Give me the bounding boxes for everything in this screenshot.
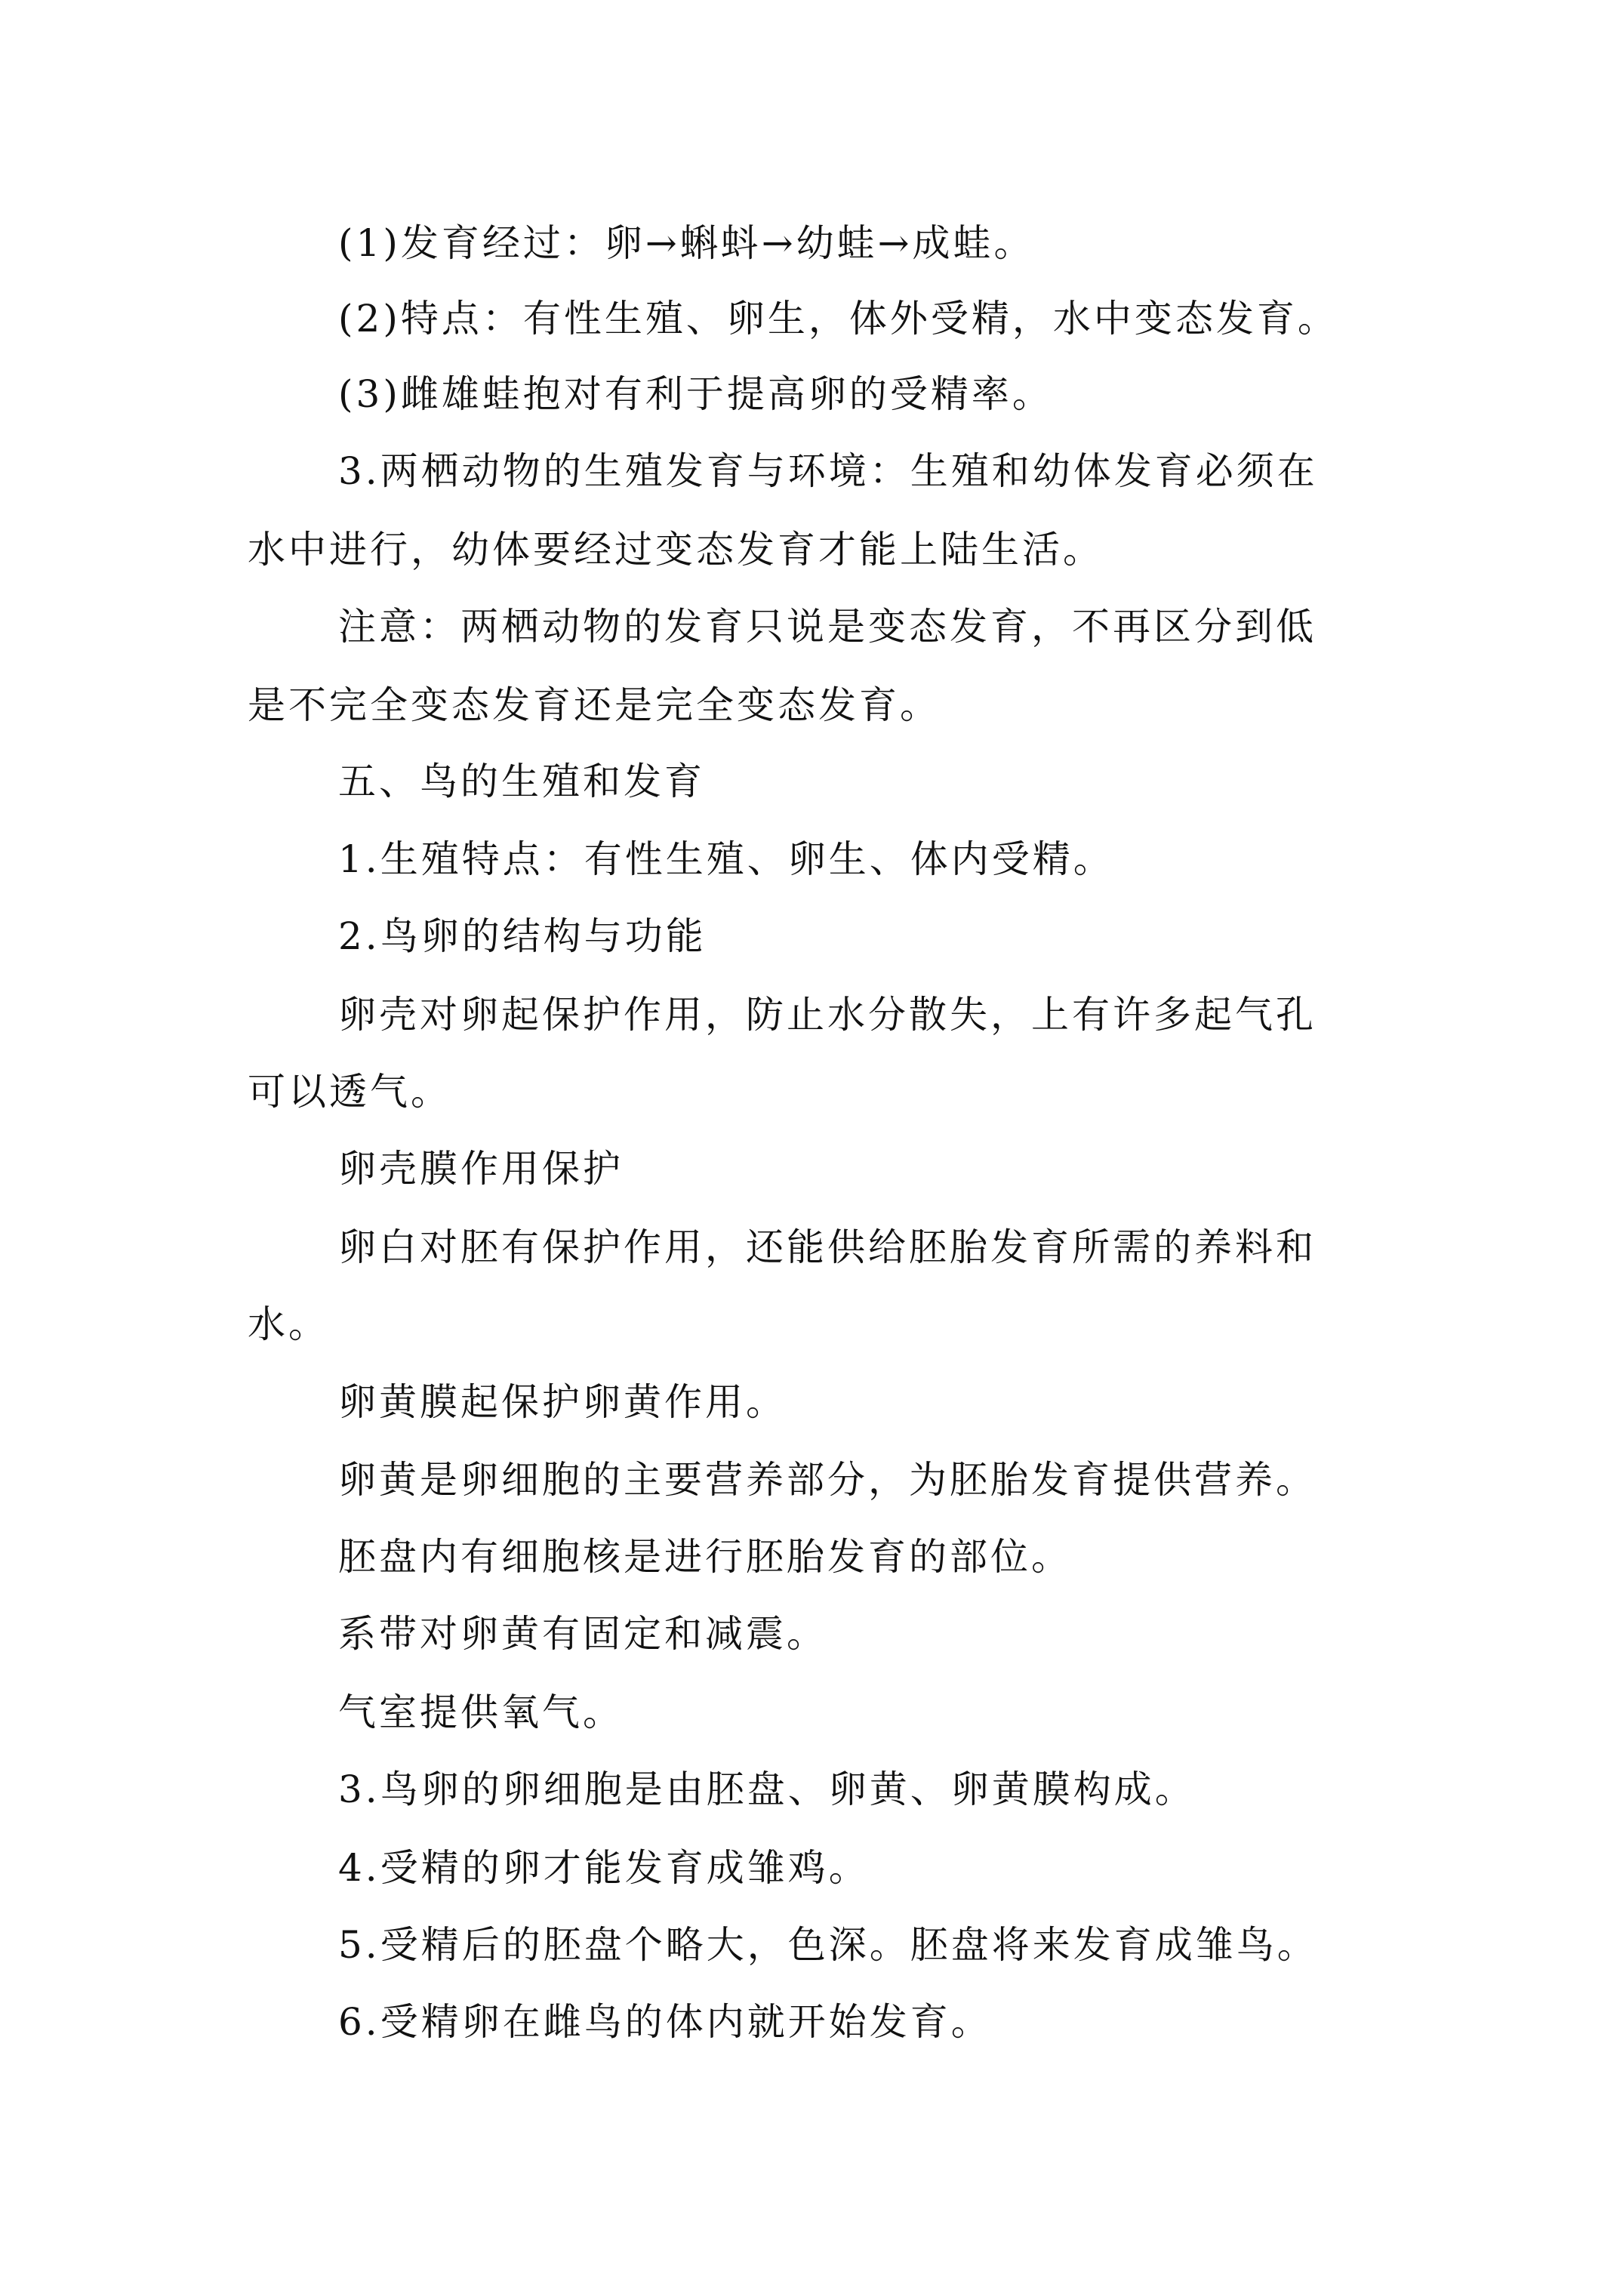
text-line-10: 2.鸟卵的结构与功能: [338, 914, 707, 958]
text-line-4: 3.两栖动物的生殖发育与环境：生殖和幼体发育必须在: [338, 449, 1318, 493]
text-line-15: 水。: [248, 1302, 329, 1346]
text-line-9: 1.生殖特点：有性生殖、卵生、体内受精。: [338, 837, 1114, 881]
text-line-24: 6.受精卵在雌鸟的体内就开始发育。: [338, 2000, 992, 2044]
text-line-7: 是不完全变态发育还是完全变态发育。: [248, 683, 941, 727]
text-line-17: 卵黄是卵细胞的主要营养部分，为胚胎发育提供营养。: [338, 1458, 1317, 1502]
text-line-20: 气室提供氧气。: [338, 1690, 624, 1734]
text-line-23: 5.受精后的胚盘个略大，色深。胚盘将来发育成雏鸟。: [338, 1923, 1318, 1967]
text-line-12: 可以透气。: [248, 1070, 451, 1114]
text-line-1: (1)发育经过：卵→蝌蚪→幼蛙→成蛙。: [338, 221, 1035, 265]
section-heading: 五、鸟的生殖和发育: [338, 760, 705, 803]
text-line-3: (3)雌雄蛙抱对有利于提高卵的受精率。: [338, 372, 1053, 416]
text-line-5: 水中进行，幼体要经过变态发育才能上陆生活。: [248, 528, 1104, 572]
text-line-16: 卵黄膜起保护卵黄作用。: [338, 1380, 787, 1424]
text-line-14: 卵白对胚有保护作用，还能供给胚胎发育所需的养料和: [338, 1225, 1317, 1269]
text-line-19: 系带对卵黄有固定和减震。: [338, 1612, 827, 1656]
text-line-22: 4.受精的卵才能发育成雏鸡。: [338, 1846, 870, 1890]
text-line-21: 3.鸟卵的卵细胞是由胚盘、卵黄、卵黄膜构成。: [338, 1767, 1196, 1811]
text-line-11: 卵壳对卵起保护作用，防止水分散失，上有许多起气孔: [338, 993, 1317, 1037]
text-line-18: 胚盘内有细胞核是进行胚胎发育的部位。: [338, 1535, 1072, 1579]
text-line-6: 注意：两栖动物的发育只说是变态发育，不再区分到低: [338, 605, 1317, 649]
text-line-13: 卵壳膜作用保护: [338, 1147, 624, 1191]
text-line-2: (2)特点：有性生殖、卵生，体外受精，水中变态发育。: [338, 297, 1338, 341]
